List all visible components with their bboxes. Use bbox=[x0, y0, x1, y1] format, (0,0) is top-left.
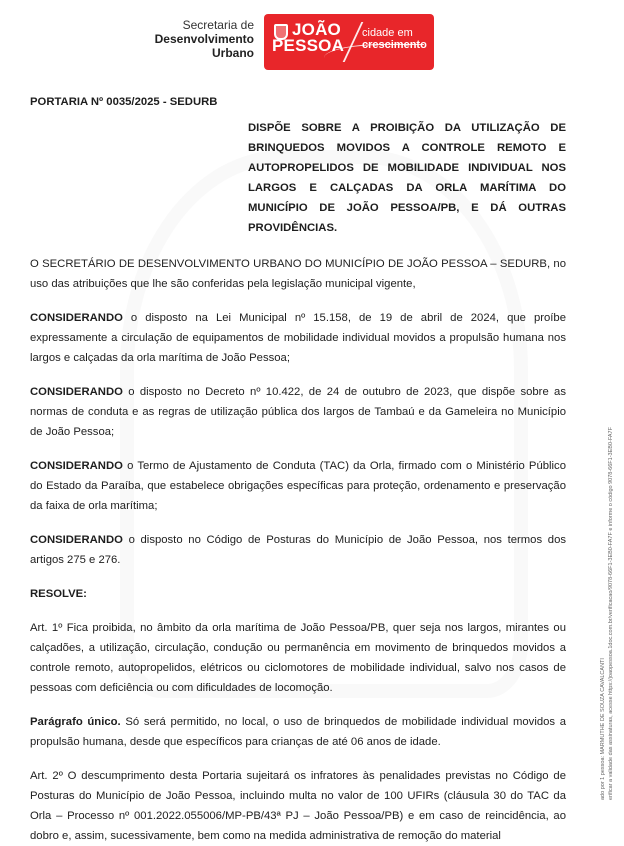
signature-verification: erificar a validade das assinaturas, acesse https://joaopessoa.1doc.com.br/verificacao/9078-66F1-3EB0-FA7F e informe o código 9078-66F1-3EB0-FA7F bbox=[608, 427, 614, 800]
considerando-lead: CONSIDERANDO bbox=[30, 460, 123, 472]
considerando-2 bbox=[30, 382, 566, 442]
preamble: O SECRETÁRIO DE DESENVOLVIMENTO URBANO DO MUNICÍPIO DE JOÃO PESSOA – SEDURB, no uso das atribuições que lhe são conferidas pela legislação municipal vigente, bbox=[30, 258, 566, 290]
secretaria-label bbox=[155, 18, 254, 60]
document-body bbox=[30, 92, 566, 846]
document-header bbox=[0, 14, 624, 74]
portaria-title: PORTARIA Nº 0035/2025 - SEDURB bbox=[30, 96, 218, 108]
ementa: DISPÕE SOBRE A PROIBIÇÃO DA UTILIZAÇÃO DE BRINQUEDOS MOVIDOS A CONTROLE REMOTO E AUTOPROPELIDOS DE MOBILIDADE INDIVIDUAL NOS LARGOS E CALÇADAS DA ORLA MARÍTIMA DO MUNICÍPIO DE JOÃO PESSOA/PB, E DÁ OUTRAS PROVIDÊNCIAS. bbox=[248, 122, 566, 234]
joao-pessoa-logo bbox=[264, 14, 434, 70]
logo-city-name bbox=[272, 20, 345, 55]
signature-sidebar bbox=[596, 220, 620, 800]
paragrafo-unico bbox=[30, 712, 566, 752]
considerando-lead: CONSIDERANDO bbox=[30, 386, 123, 398]
considerando-lead: CONSIDERANDO bbox=[30, 534, 123, 546]
secretaria-line-1: Secretaria de bbox=[182, 18, 254, 32]
article-1: Art. 1º Fica proibida, no âmbito da orla marítima de João Pessoa/PB, quer seja nos largos, mirantes ou calçadões, a utilização, circulação, condução ou permanência em movimento de brinquedos movidos a controle remoto, autopropelidos, elétricos ou ciclomotores de mobilidade individual, salvo nos casos de pessoas com deficiência ou com dificuldades de locomoção. bbox=[30, 622, 566, 694]
paragrafo-unico-text: Só será permitido, no local, o uso de brinquedos de mobilidade individual movidos a propulsão humana, desde que específicos para crianças de até 06 anos de idade. bbox=[30, 716, 566, 748]
logo-city-line-1: JOÃO bbox=[292, 20, 341, 39]
resolve-heading: RESOLVE: bbox=[30, 588, 87, 600]
logo-city-line-2: PESSOA bbox=[272, 36, 345, 55]
considerando-text: o Termo de Ajustamento de Conduta (TAC) da Orla, firmado com o Ministério Público do Estado da Paraíba, que estabelece obrigações específicas para proteção, ordenamento e preservação da faixa de orla marítima; bbox=[30, 460, 566, 512]
secretaria-line-3: Urbano bbox=[212, 46, 254, 60]
secretaria-line-2: Desenvolvimento bbox=[154, 32, 254, 46]
considerando-text: o disposto no Código de Posturas do Município de João Pessoa, nos termos dos artigos 275 e 276. bbox=[30, 534, 566, 566]
signature-signer: ado por 1 pessoa: MARMUTHE DE SOUZA CAVALCANTI bbox=[600, 658, 606, 800]
considerando-1 bbox=[30, 308, 566, 368]
considerando-4 bbox=[30, 530, 566, 570]
considerando-text: o disposto na Lei Municipal nº 15.158, de 19 de abril de 2024, que proíbe expressamente a circulação de equipamentos de mobilidade individual movidos a propulsão humana nos largos e calçadas da orla marítima de João Pessoa; bbox=[30, 312, 566, 364]
logo-tagline-line-1: cidade em bbox=[362, 27, 413, 39]
logo-tagline bbox=[362, 27, 427, 51]
considerando-3 bbox=[30, 456, 566, 516]
logo-tagline-line-2: crescimento bbox=[362, 39, 427, 51]
paragrafo-unico-lead: Parágrafo único. bbox=[30, 716, 121, 728]
considerando-lead: CONSIDERANDO bbox=[30, 312, 123, 324]
article-2: Art. 2º O descumprimento desta Portaria sujeitará os infratores às penalidades previstas no Código de Posturas do Município de João Pessoa, incluindo multa no valor de 100 UFIRs (cláusula 30 do TAC da Orla – Processo nº 001.2022.055006/MP-PB/43ª PJ – João Pessoa/PB) e em caso de reincidência, ao dobro e, assim, sucessivamente, bem como na medida administrativa de remoção do material bbox=[30, 770, 566, 842]
considerando-text: o disposto no Decreto nº 10.422, de 24 de outubro de 2023, que dispõe sobre as normas de conduta e as regras de utilização pública dos largos de Tambaú e da Gameleira no Município de João Pessoa; bbox=[30, 386, 566, 438]
